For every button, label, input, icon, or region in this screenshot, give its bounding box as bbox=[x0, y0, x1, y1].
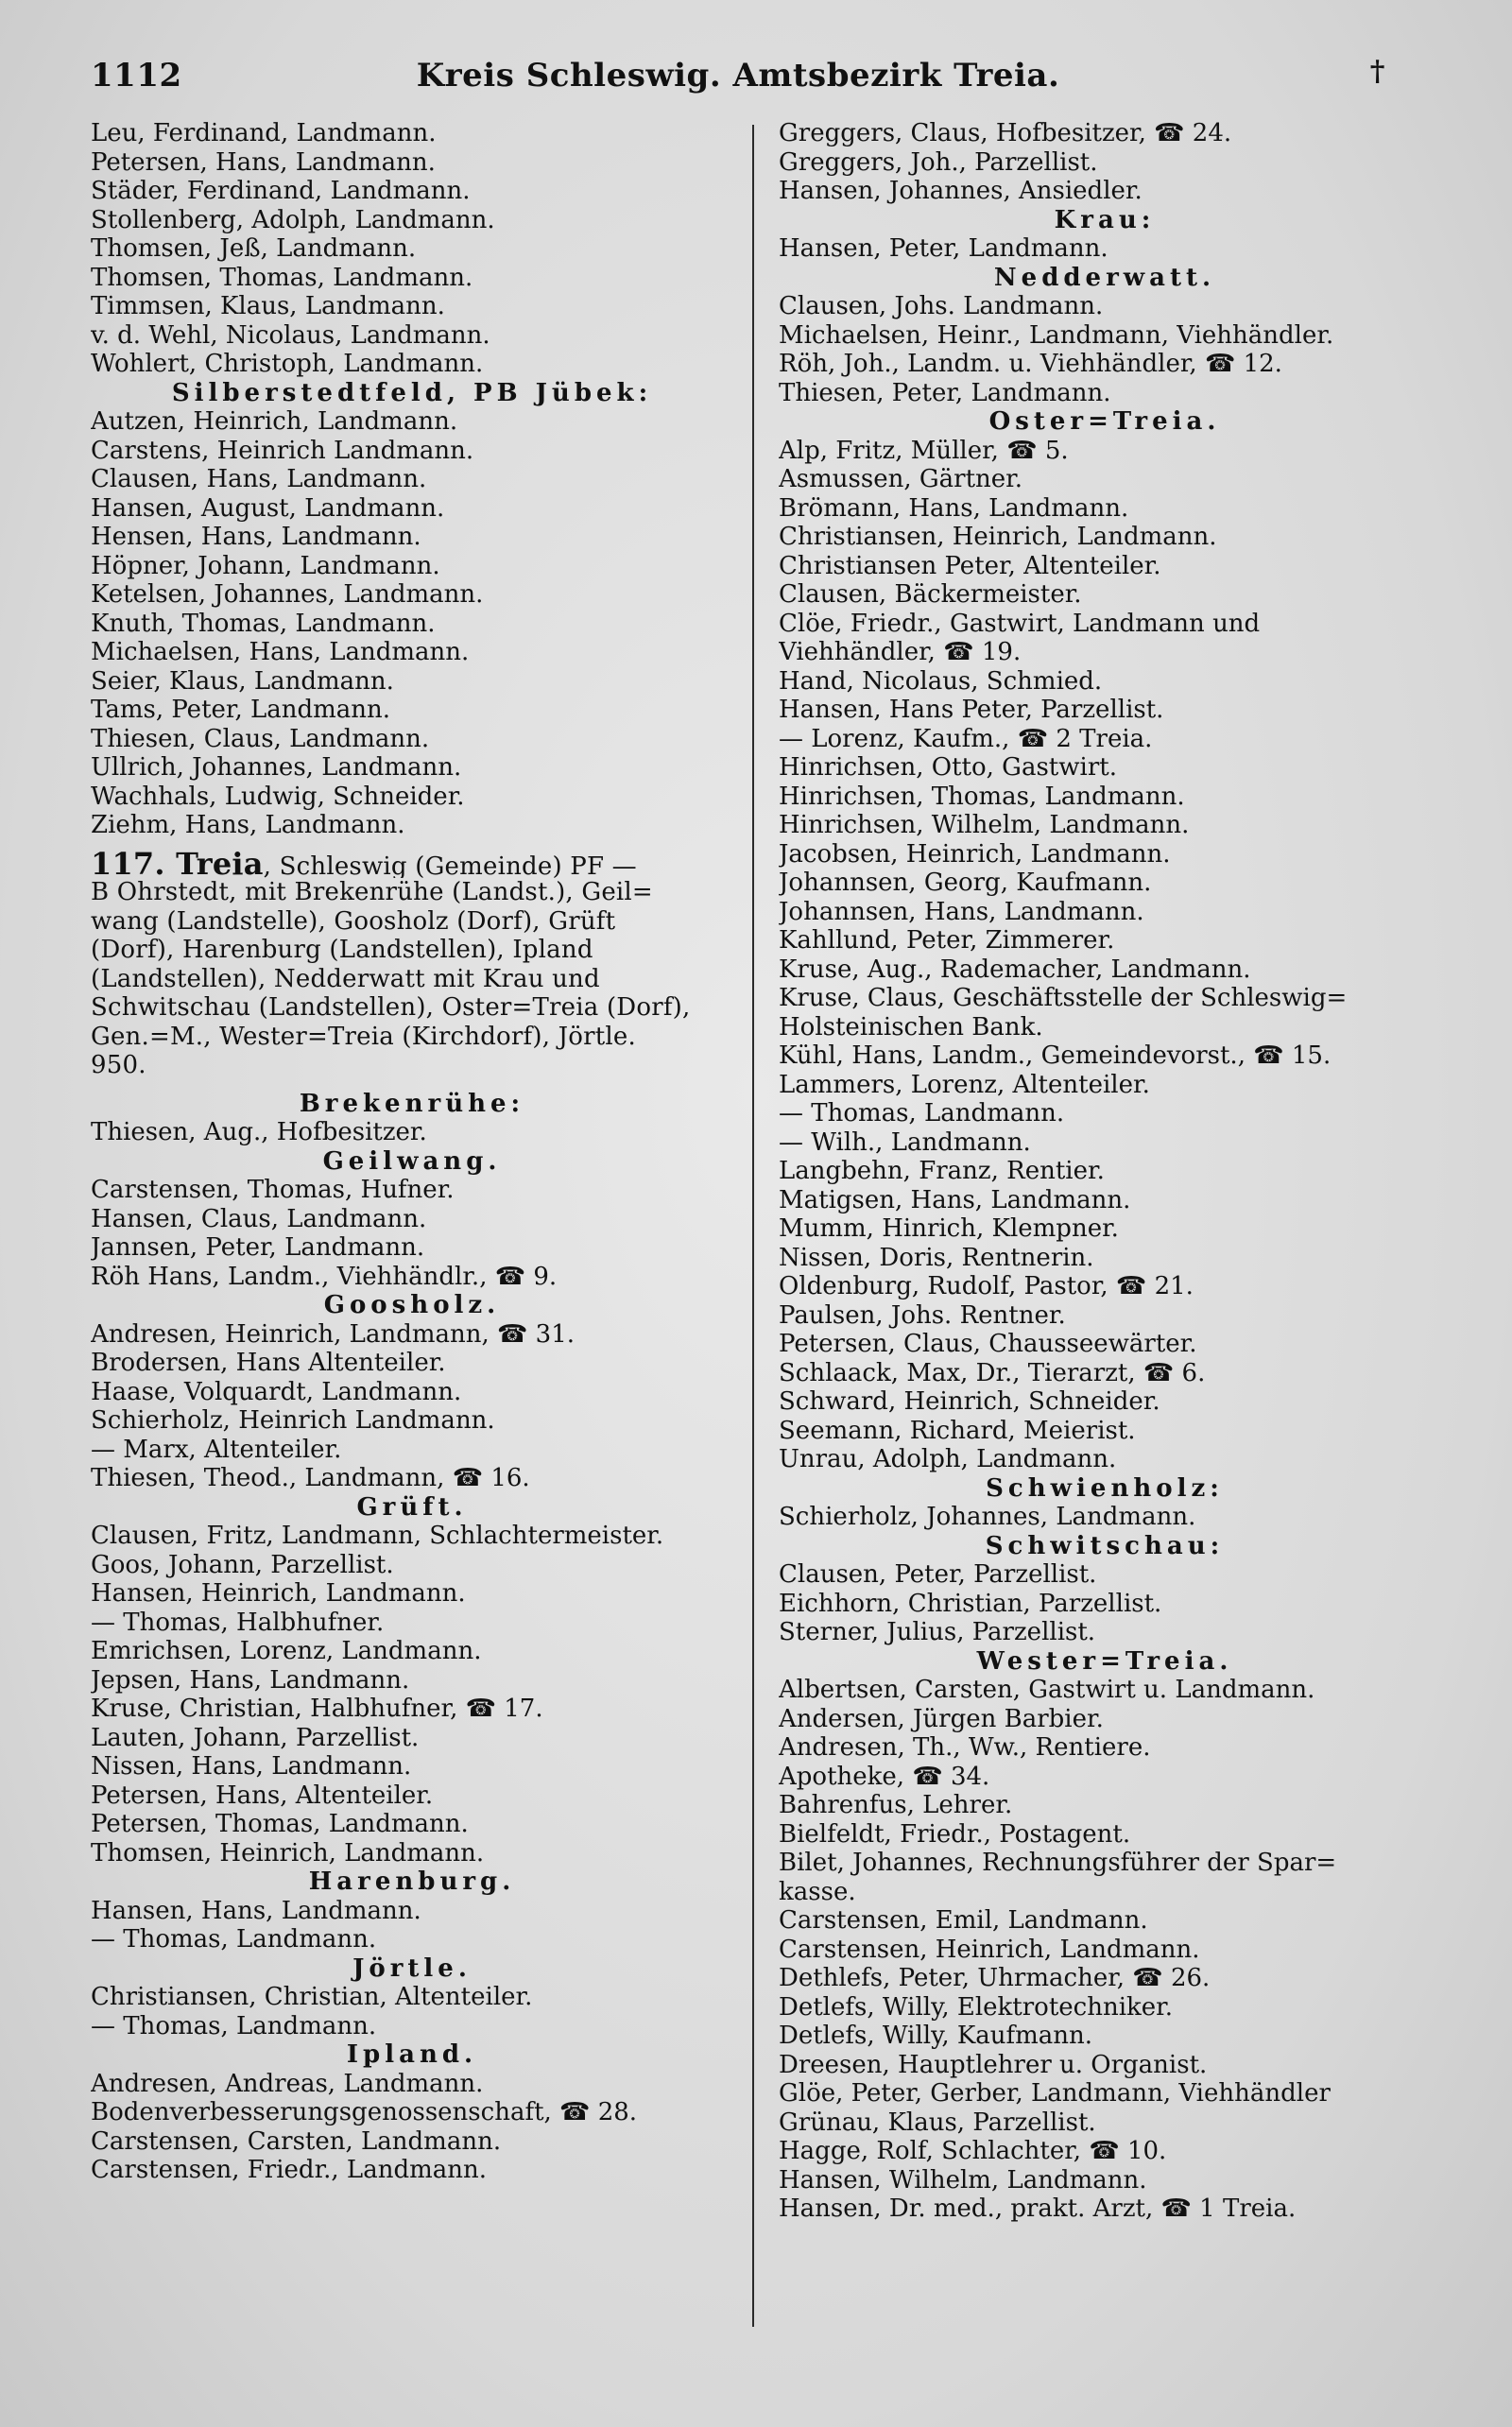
oster-treia-list bbox=[779, 437, 1431, 1474]
list-item: Ullrich, Johannes, Landmann. bbox=[91, 753, 462, 782]
list-item: Schlaack, Max, Dr., Tierarzt, ☎ 6. bbox=[779, 1358, 1206, 1387]
list-item: Brömann, Hans, Landmann. bbox=[779, 493, 1129, 523]
list-item: Oldenburg, Rudolf, Pastor, ☎ 21. bbox=[779, 1272, 1194, 1300]
list-item: Greggers, Claus, Hofbesitzer, ☎ 24. bbox=[779, 119, 1232, 147]
list-item: Thiesen, Aug., Hofbesitzer. bbox=[91, 1118, 427, 1146]
list-item: Matigsen, Hans, Landmann. bbox=[779, 1185, 1131, 1214]
list-item: kasse. bbox=[779, 1877, 856, 1906]
list-item: Andresen, Andreas, Landmann. bbox=[91, 2069, 484, 2098]
list-item: Clausen, Hans, Landmann. bbox=[91, 465, 427, 493]
list-item: Röh Hans, Landm., Viehhändlr., ☎ 9. bbox=[91, 1262, 558, 1291]
page-title: Kreis Schleswig. Amtsbezirk Treia. bbox=[416, 57, 1060, 95]
krau-list bbox=[779, 234, 1431, 264]
section-heading-joertle: Jörtle. bbox=[352, 1954, 472, 1983]
list-item: Nissen, Hans, Landmann. bbox=[91, 1752, 412, 1781]
section-heading-brekenruehe: Brekenrühe: bbox=[299, 1089, 525, 1118]
list-item: Greggers, Joh., Parzellist. bbox=[779, 147, 1098, 177]
list-item: Carstensen, Carsten, Landmann. bbox=[91, 2126, 502, 2156]
list-item: Ziehm, Hans, Landmann. bbox=[91, 811, 405, 839]
list-item: Albertsen, Carsten, Gastwirt u. Landmann. bbox=[779, 1676, 1315, 1704]
list-item: Petersen, Hans, Landmann. bbox=[91, 147, 436, 177]
list-item: Jannsen, Peter, Landmann. bbox=[91, 1233, 425, 1262]
list-item: Carstensen, Emil, Landmann. bbox=[779, 1906, 1148, 1935]
section-heading-harenburg: Harenburg. bbox=[308, 1868, 516, 1896]
treia-entry-line: Gen.=M., Wester=Treia (Kirchdorf), Jörtle. bbox=[91, 1022, 636, 1051]
list-item: Hansen, Johannes, Ansiedler. bbox=[779, 177, 1143, 205]
list-item: Sterner, Julius, Parzellist. bbox=[779, 1618, 1096, 1646]
list-item: Seier, Klaus, Landmann. bbox=[91, 666, 394, 696]
residents-list bbox=[91, 119, 733, 379]
list-item: Hansen, Peter, Landmann. bbox=[779, 234, 1108, 263]
list-item: v. d. Wehl, Nicolaus, Landmann. bbox=[91, 320, 490, 350]
list-item: Emrichsen, Lorenz, Landmann. bbox=[91, 1637, 482, 1665]
list-item: Hansen, Claus, Landmann. bbox=[91, 1204, 427, 1233]
ipland-list bbox=[91, 2070, 733, 2185]
list-item: Hansen, Hans Peter, Parzellist. bbox=[779, 696, 1164, 724]
list-item: Johannsen, Hans, Landmann. bbox=[779, 897, 1144, 926]
section-heading-silberstedtfeld: Silberstedtfeld, PB Jübek: bbox=[171, 378, 653, 407]
list-item: Clausen, Johs. Landmann. bbox=[779, 292, 1104, 320]
list-item: Thomsen, Heinrich, Landmann. bbox=[91, 1838, 485, 1868]
list-item: Detlefs, Willy, Elektrotechniker. bbox=[779, 1992, 1174, 2022]
residents-list bbox=[779, 119, 1431, 206]
treia-entry-text: , Schleswig (Gemeinde) PF — bbox=[263, 852, 637, 878]
section-heading-nedderwatt: Nedderwatt. bbox=[993, 263, 1216, 292]
list-item: Tams, Peter, Landmann. bbox=[91, 696, 391, 724]
list-item: Thiesen, Theod., Landmann, ☎ 16. bbox=[91, 1464, 530, 1492]
section-heading-goosholz: Goosholz. bbox=[323, 1291, 501, 1319]
list-item: Kruse, Aug., Rademacher, Landmann. bbox=[779, 955, 1251, 984]
list-item: Timmsen, Klaus, Landmann. bbox=[91, 292, 445, 320]
list-item: Ketelsen, Johannes, Landmann. bbox=[91, 580, 484, 609]
goosholz-list bbox=[91, 1320, 733, 1493]
list-item: Hansen, August, Landmann. bbox=[91, 493, 445, 523]
list-item: Thiesen, Claus, Landmann. bbox=[91, 724, 430, 753]
list-item: Haase, Volquardt, Landmann. bbox=[91, 1377, 462, 1406]
list-item: — Thomas, Landmann. bbox=[91, 2011, 377, 2040]
list-item: Detlefs, Willy, Kaufmann. bbox=[779, 2022, 1093, 2050]
list-item: Paulsen, Johs. Rentner. bbox=[779, 1300, 1066, 1330]
list-item: Clöe, Friedr., Gastwirt, Landmann und bbox=[779, 609, 1261, 638]
treia-entry-line: (Landstellen), Nedderwatt mit Krau und bbox=[91, 964, 600, 993]
treia-entry-line-1 bbox=[91, 850, 733, 879]
brekenruehe-list bbox=[91, 1118, 733, 1147]
list-item: Christiansen, Heinrich, Landmann. bbox=[779, 523, 1217, 551]
list-item: Bilet, Johannes, Rechnungsführer der Spar= bbox=[779, 1849, 1337, 1877]
dagger-mark: † bbox=[1369, 55, 1385, 88]
list-item: — Lorenz, Kaufm., ☎ 2 Treia. bbox=[779, 724, 1153, 753]
list-item: Wohlert, Christoph, Landmann. bbox=[91, 350, 484, 378]
list-item: Thomsen, Jeß, Landmann. bbox=[91, 234, 417, 263]
section-heading-wester-treia: Wester=Treia. bbox=[976, 1646, 1233, 1676]
list-item: Carstens, Heinrich Landmann. bbox=[91, 436, 474, 465]
section-heading-schwienholz: Schwienholz: bbox=[986, 1473, 1224, 1503]
list-item: Thomsen, Thomas, Landmann. bbox=[91, 263, 473, 292]
list-item: Hansen, Heinrich, Landmann. bbox=[91, 1579, 466, 1608]
section-heading-schwitschau: Schwitschau: bbox=[985, 1531, 1225, 1560]
list-item: Schierholz, Heinrich Landmann. bbox=[91, 1406, 495, 1435]
list-item: Clausen, Peter, Parzellist. bbox=[779, 1560, 1097, 1589]
list-item: Nissen, Doris, Rentnerin. bbox=[779, 1243, 1094, 1272]
list-item: Clausen, Fritz, Landmann, Schlachtermeister. bbox=[91, 1522, 664, 1550]
section-heading-krau: Krau: bbox=[1054, 205, 1156, 234]
geilwang-list bbox=[91, 1176, 733, 1291]
list-item: Viehhändler, ☎ 19. bbox=[779, 638, 1022, 666]
section-heading-ipland: Ipland. bbox=[346, 2040, 478, 2069]
list-item: Goos, Johann, Parzellist. bbox=[91, 1550, 394, 1579]
list-item: Jacobsen, Heinrich, Landmann. bbox=[779, 839, 1171, 869]
schwitschau-list bbox=[779, 1560, 1431, 1647]
treia-entry-number: 117. Treia bbox=[91, 849, 264, 878]
treia-entry bbox=[91, 850, 733, 1080]
list-item: Wachhals, Ludwig, Schneider. bbox=[91, 782, 465, 811]
column-divider bbox=[752, 125, 754, 2327]
list-item: Hinrichsen, Otto, Gastwirt. bbox=[779, 753, 1117, 782]
list-item: Michaelsen, Heinr., Landmann, Viehhändler. bbox=[779, 320, 1334, 350]
list-item: Dethlefs, Peter, Uhrmacher, ☎ 26. bbox=[779, 1964, 1211, 1992]
list-item: Stollenberg, Adolph, Landmann. bbox=[91, 205, 495, 234]
treia-entry-line: 950. bbox=[91, 1051, 146, 1079]
list-item: Hansen, Dr. med., prakt. Arzt, ☎ 1 Treia. bbox=[779, 2195, 1297, 2223]
list-item: — Marx, Altenteiler. bbox=[91, 1435, 342, 1464]
list-item: Röh, Joh., Landm. u. Viehhändler, ☎ 12. bbox=[779, 350, 1282, 378]
list-item: Andresen, Th., Ww., Rentiere. bbox=[779, 1733, 1151, 1762]
list-item: Hinrichsen, Wilhelm, Landmann. bbox=[779, 811, 1190, 839]
list-item: — Thomas, Halbhufner. bbox=[91, 1608, 385, 1637]
section-heading-oster-treia: Oster=Treia. bbox=[988, 407, 1221, 436]
list-item: Carstensen, Heinrich, Landmann. bbox=[779, 1935, 1200, 1964]
list-item: — Thomas, Landmann. bbox=[91, 1925, 377, 1954]
list-item: — Thomas, Landmann. bbox=[779, 1099, 1065, 1127]
list-item: Mumm, Hinrich, Klempner. bbox=[779, 1214, 1119, 1243]
grueft-list bbox=[91, 1522, 733, 1868]
list-item: — Wilh., Landmann. bbox=[779, 1127, 1031, 1157]
list-item: Carstensen, Friedr., Landmann. bbox=[91, 2156, 487, 2184]
list-item: Petersen, Hans, Altenteiler. bbox=[91, 1781, 434, 1810]
schwienholz-list bbox=[779, 1503, 1431, 1532]
list-item: Christiansen, Christian, Altenteiler. bbox=[91, 1983, 533, 2011]
joertle-list bbox=[91, 1983, 733, 2040]
list-item: Christiansen Peter, Altenteiler. bbox=[779, 551, 1161, 580]
list-item: Grünau, Klaus, Parzellist. bbox=[779, 2108, 1096, 2137]
list-item: Asmussen, Gärtner. bbox=[779, 465, 1022, 493]
spacer bbox=[91, 840, 733, 850]
list-item: Autzen, Heinrich, Landmann. bbox=[91, 407, 458, 436]
list-item: Hansen, Wilhelm, Landmann. bbox=[779, 2165, 1147, 2195]
list-item: Johannsen, Georg, Kaufmann. bbox=[779, 869, 1152, 897]
list-item: Clausen, Bäckermeister. bbox=[779, 580, 1082, 609]
list-item: Thiesen, Peter, Landmann. bbox=[779, 378, 1111, 407]
list-item: Städer, Ferdinand, Landmann. bbox=[91, 177, 471, 205]
list-item: Schierholz, Johannes, Landmann. bbox=[779, 1503, 1196, 1531]
list-item: Hagge, Rolf, Schlachter, ☎ 10. bbox=[779, 2137, 1167, 2165]
harenburg-list bbox=[91, 1897, 733, 1954]
list-item: Holsteinischen Bank. bbox=[779, 1012, 1043, 1041]
treia-entry-line: Schwitschau (Landstellen), Oster=Treia (Dorf), bbox=[91, 993, 691, 1022]
treia-entry-line: (Dorf), Harenburg (Landstellen), Ipland bbox=[91, 936, 593, 964]
wester-treia-list bbox=[779, 1676, 1431, 2224]
list-item: Petersen, Thomas, Landmann. bbox=[91, 1810, 469, 1838]
page-header bbox=[91, 51, 1385, 104]
list-item: Schward, Heinrich, Schneider. bbox=[779, 1387, 1160, 1416]
list-item: Kruse, Claus, Geschäftsstelle der Schleswig= bbox=[779, 984, 1348, 1012]
list-item: Bahrenfus, Lehrer. bbox=[779, 1791, 1013, 1819]
list-item: Hinrichsen, Thomas, Landmann. bbox=[779, 782, 1185, 811]
list-item: Eichhorn, Christian, Parzellist. bbox=[779, 1589, 1162, 1618]
page-number: 1112 bbox=[91, 57, 182, 95]
list-item: Höpner, Johann, Landmann. bbox=[91, 551, 440, 580]
section-heading-grueft: Grüft. bbox=[356, 1492, 468, 1522]
list-item: Hensen, Hans, Landmann. bbox=[91, 523, 421, 551]
section-heading-geilwang: Geilwang. bbox=[322, 1146, 502, 1176]
list-item: Kruse, Christian, Halbhufner, ☎ 17. bbox=[91, 1695, 543, 1723]
list-item: Petersen, Claus, Chausseewärter. bbox=[779, 1330, 1197, 1358]
list-item: Bielfeldt, Friedr., Postagent. bbox=[779, 1819, 1131, 1849]
silberstedtfeld-list bbox=[91, 407, 733, 840]
list-item: Andersen, Jürgen Barbier. bbox=[779, 1704, 1104, 1733]
list-item: Carstensen, Thomas, Hufner. bbox=[91, 1176, 455, 1204]
nedderwatt-list bbox=[779, 292, 1431, 407]
list-item: Andresen, Heinrich, Landmann, ☎ 31. bbox=[91, 1319, 576, 1349]
treia-entry-line: wang (Landstelle), Goosholz (Dorf), Grüft bbox=[91, 906, 616, 936]
list-item: Apotheke, ☎ 34. bbox=[779, 1762, 990, 1791]
list-item: Alp, Fritz, Müller, ☎ 5. bbox=[779, 436, 1069, 465]
list-item: Hansen, Hans, Landmann. bbox=[91, 1896, 421, 1925]
list-item: Seemann, Richard, Meierist. bbox=[779, 1416, 1136, 1445]
list-item: Dreesen, Hauptlehrer u. Organist. bbox=[779, 2050, 1208, 2079]
list-item: Lauten, Johann, Parzellist. bbox=[91, 1723, 420, 1752]
list-item: Leu, Ferdinand, Landmann. bbox=[91, 119, 437, 147]
list-item: Langbehn, Franz, Rentier. bbox=[779, 1157, 1105, 1185]
list-item: Brodersen, Hans Altenteiler. bbox=[91, 1349, 446, 1377]
list-item: Unrau, Adolph, Landmann. bbox=[779, 1445, 1117, 1473]
list-item: Kahllund, Peter, Zimmerer. bbox=[779, 926, 1115, 955]
spacer bbox=[91, 1080, 733, 1090]
list-item: Hand, Nicolaus, Schmied. bbox=[779, 666, 1103, 696]
list-item: Kühl, Hans, Landm., Gemeindevorst., ☎ 15. bbox=[779, 1041, 1332, 1070]
right-column bbox=[779, 119, 1431, 2224]
list-item: Bodenverbesserungsgenossenschaft, ☎ 28. bbox=[91, 2098, 638, 2126]
list-item: Glöe, Peter, Gerber, Landmann, Viehhändler bbox=[779, 2079, 1331, 2108]
treia-entry-line: B Ohrstedt, mit Brekenrühe (Landst.), Geil= bbox=[91, 878, 653, 906]
list-item: Michaelsen, Hans, Landmann. bbox=[91, 638, 470, 666]
list-item: Lammers, Lorenz, Altenteiler. bbox=[779, 1070, 1150, 1099]
left-column bbox=[91, 119, 733, 2185]
list-item: Jepsen, Hans, Landmann. bbox=[91, 1665, 410, 1695]
list-item: Knuth, Thomas, Landmann. bbox=[91, 609, 436, 638]
